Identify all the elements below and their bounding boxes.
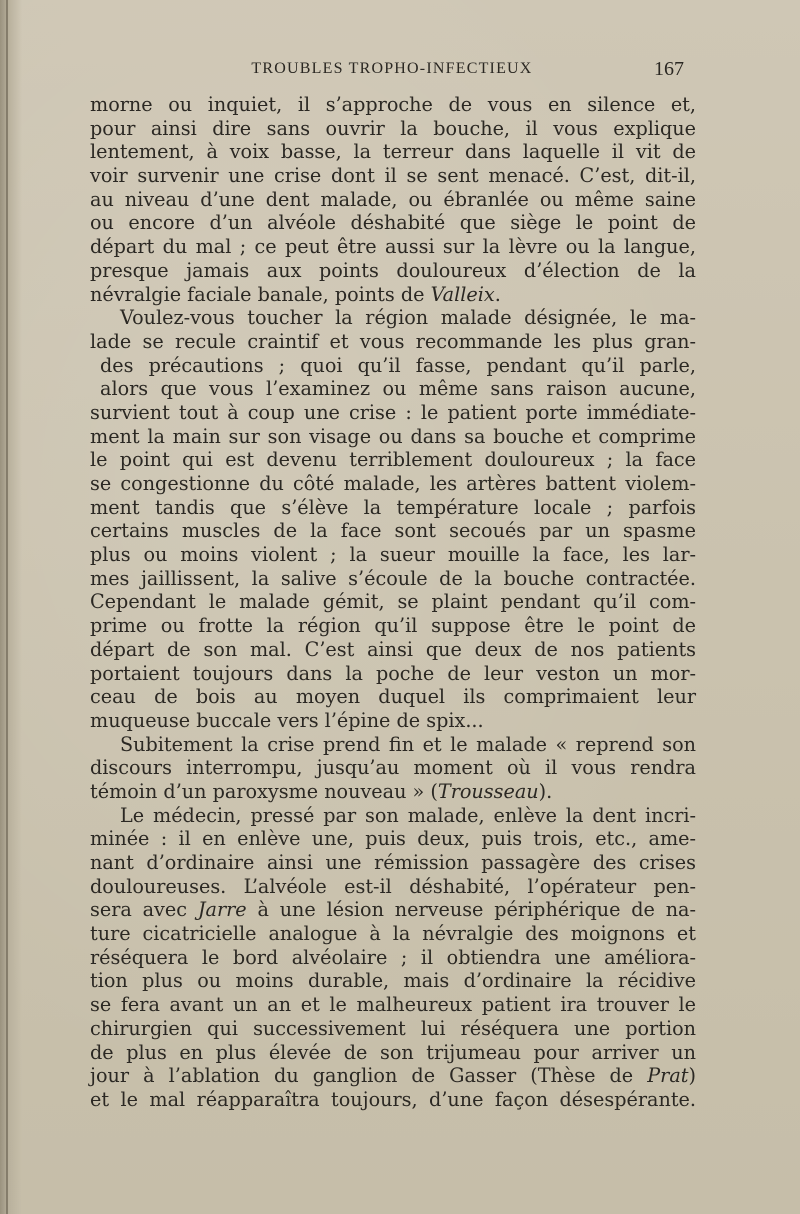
text-line: prime ou frotte la région qu’il suppose être le point de (90, 614, 696, 638)
text-line: douloureuses. L’alvéole est-il déshabité, l’opérateur pen- (90, 874, 696, 898)
text-line: ment tandis que s’élève la température locale ; parfois (90, 495, 696, 519)
text-line: Cependant le malade gémit, se plaint pendant qu’il com- (90, 590, 696, 614)
text-line: tion plus ou moins durable, mais d’ordinaire la récidive (90, 969, 696, 993)
page-number: 167 (654, 58, 684, 80)
text-line: portaient toujours dans la poche de leur veston un mor- (90, 661, 696, 685)
body-text (90, 93, 696, 1112)
page-gutter-shadow (0, 0, 22, 1214)
text-line: témoin d’un paroxysme nouveau » (Trousseau). (90, 779, 553, 803)
text-line: muqueuse buccale vers l’épine de spix... (90, 708, 484, 732)
text-line: jour à l’ablation du ganglion de Gasser (Thèse de Prat) (90, 1064, 696, 1088)
text-line: morne ou inquiet, il s’approche de vous en silence et, (90, 93, 696, 116)
text-line: ture cicatricielle analogue à la névralgie des moignons et (90, 922, 696, 946)
text-line: de plus en plus élevée de son trijumeau pour arriver un (90, 1040, 696, 1064)
text-line: sera avec Jarre à une lésion nerveuse périphérique de na- (90, 898, 696, 922)
text-line: discours interrompu, jusqu’au moment où il vous rendra (90, 756, 696, 780)
text-line: nant d’ordinaire ainsi une rémission passagère des crises (90, 851, 696, 874)
text-line: lentement, à voix basse, la terreur dans laquelle il vit de (90, 140, 696, 164)
text-line: lade se recule craintif et vous recommande les plus gran- (90, 329, 696, 353)
text-line: départ de son mal. C’est ainsi que deux de nos patients (90, 637, 696, 661)
text-line: départ du mal ; ce peut être aussi sur la lèvre ou la langue, (90, 235, 696, 259)
text-line: alors que vous l’examinez ou même sans raison aucune, (100, 377, 696, 401)
paragraph-start-line: Subitement la crise prend fin et le malade « reprend son (120, 732, 696, 756)
paragraph-start-line: Voulez-vous toucher la région malade désignée, le ma- (120, 306, 696, 330)
text-line: ou encore d’un alvéole déshabité que siège le point de (90, 211, 696, 235)
text-line: chirurgien qui successivement lui réséquera une portion (90, 1016, 696, 1040)
text-line: pour ainsi dire sans ouvrir la bouche, il vous explique (90, 116, 696, 140)
text-line: ceau de bois au moyen duquel ils comprimaient leur (90, 685, 696, 709)
text-line: se congestionne du côté malade, les artères battent violem- (90, 472, 696, 495)
text-line: névralgie faciale banale, points de Valleix. (90, 282, 501, 306)
text-line: voir survenir une crise dont il se sent menacé. C’est, dit-il, (90, 164, 696, 188)
text-line: survient tout à coup une crise : le patient porte immédiate- (90, 400, 696, 424)
text-line: mes jaillissent, la salive s’écoule de la bouche contractée. (90, 566, 696, 590)
text-line: des précautions ; quoi qu’il fasse, pendant qu’il parle, (100, 353, 696, 377)
text-line: réséquera le bord alvéolaire ; il obtiendra une améliora- (90, 945, 696, 969)
paragraph-start-line: Le médecin, pressé par son malade, enlève la dent incri- (120, 803, 696, 827)
text-line: au niveau d’une dent malade, ou ébranlée ou même saine (90, 187, 696, 211)
text-line: et le mal réapparaîtra toujours, d’une façon désespérante. (90, 1087, 696, 1111)
page-header (92, 60, 692, 86)
text-line: plus ou moins violent ; la sueur mouille la face, les lar- (90, 543, 696, 567)
text-line: ment la main sur son visage ou dans sa bouche et comprime (90, 424, 696, 448)
text-line: se fera avant un an et le malheureux patient ira trouver le (90, 993, 696, 1017)
text-line: certains muscles de la face sont secoués par un spasme (90, 519, 696, 543)
text-line: le point qui est devenu terriblement douloureux ; la face (90, 448, 696, 472)
binding-edge (6, 0, 8, 1214)
running-title: TROUBLES TROPHO-INFECTIEUX (251, 60, 533, 77)
text-line: minée : il en enlève une, puis deux, puis trois, etc., ame- (90, 827, 696, 851)
text-line: presque jamais aux points douloureux d’élection de la (90, 258, 696, 282)
